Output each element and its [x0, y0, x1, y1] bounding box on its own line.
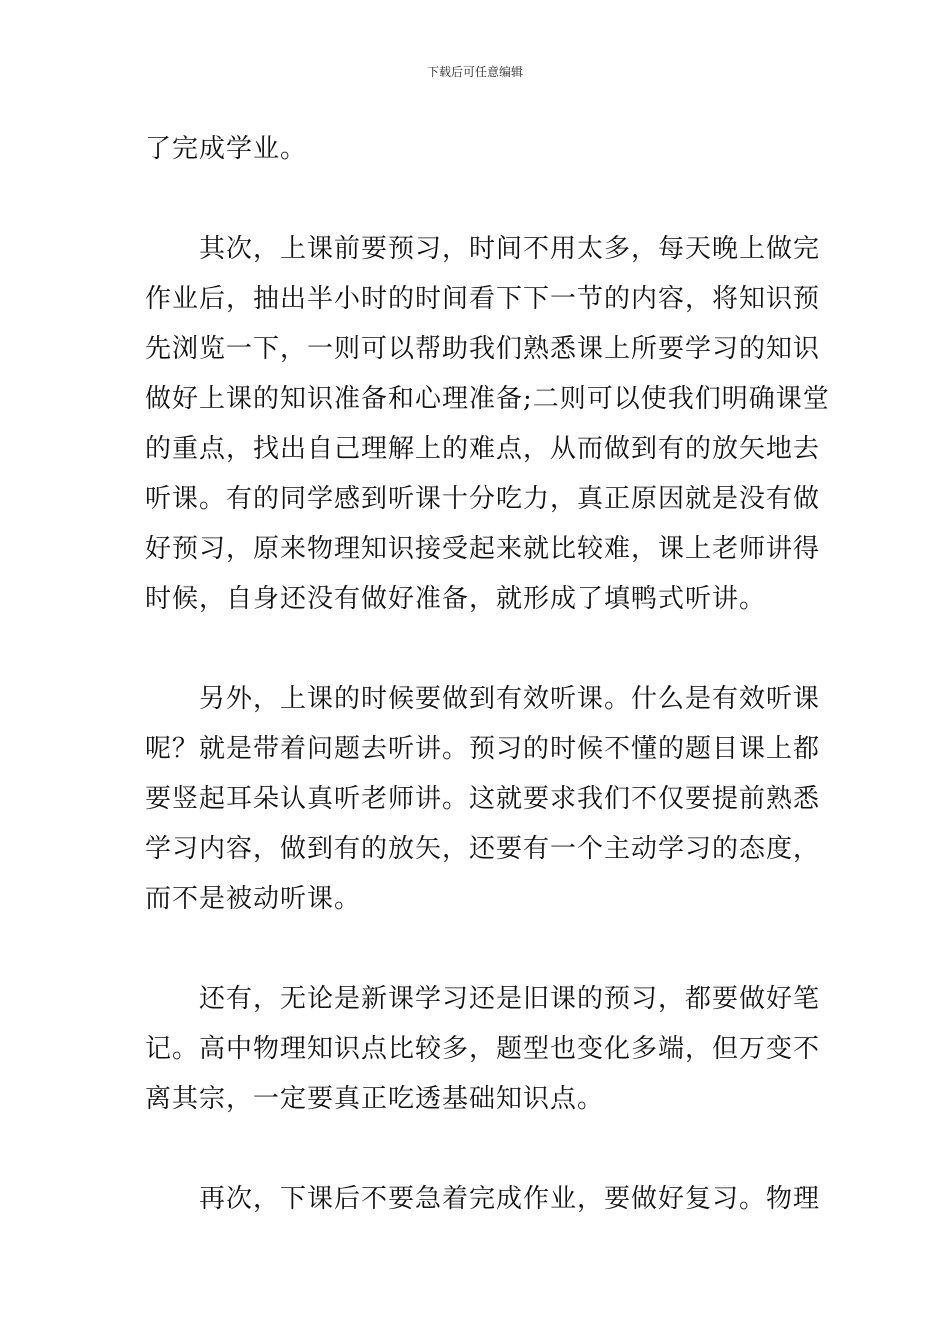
- text-line: 离其宗，一定要真正吃透基础知识点。: [145, 1084, 605, 1114]
- text-line: 要竖起耳朵认真听老师讲。这就要求我们不仅要提前熟悉: [145, 784, 821, 814]
- text-line: 听课。有的同学感到听课十分吃力，真正原因就是没有做: [145, 484, 821, 514]
- text-line: 其次，上课前要预习，时间不用太多，每天晚上做完: [199, 234, 821, 264]
- text-line: 先浏览一下，一则可以帮助我们熟悉课上所要学习的知识: [145, 334, 821, 364]
- text-line: 还有，无论是新课学习还是旧课的预习，都要做好笔: [199, 984, 821, 1014]
- paragraph-notes: [145, 974, 821, 1124]
- text-line: 做好上课的知识准备和心理准备;二则可以使我们明确课堂: [145, 384, 830, 414]
- paragraph-effective-listening: [145, 674, 821, 924]
- document-body: [145, 124, 830, 1224]
- paragraph-continuation: [145, 124, 810, 174]
- text-line: 了完成学业。: [145, 134, 308, 164]
- text-line: 呢？就是带着问题去听讲。预习的时候不懂的题目课上都: [145, 734, 821, 764]
- text-line: 时候，自身还没有做好准备，就形成了填鸭式听讲。: [145, 584, 767, 614]
- paragraph-review: [145, 1174, 821, 1224]
- text-line: 作业后，抽出半小时的时间看下下一节的内容，将知识预: [145, 284, 821, 314]
- text-line: 学习内容，做到有的放矢，还要有一个主动学习的态度，: [145, 834, 821, 864]
- text-line: 而不是被动听课。: [145, 884, 362, 914]
- text-line: 另外，上课的时候要做到有效听课。什么是有效听课: [199, 684, 821, 714]
- text-line: 记。高中物理知识点比较多，题型也变化多端，但万变不: [145, 1034, 821, 1064]
- text-line: 好预习，原来物理知识接受起来就比较难，课上老师讲得: [145, 534, 821, 564]
- page-header: 下载后可任意编辑: [426, 65, 523, 79]
- text-line: 的重点，找出自己理解上的难点，从而做到有的放矢地去: [145, 434, 821, 464]
- text-line: 再次，下课后不要急着完成作业，要做好复习。物理: [199, 1184, 821, 1214]
- paragraph-preview: [145, 224, 830, 624]
